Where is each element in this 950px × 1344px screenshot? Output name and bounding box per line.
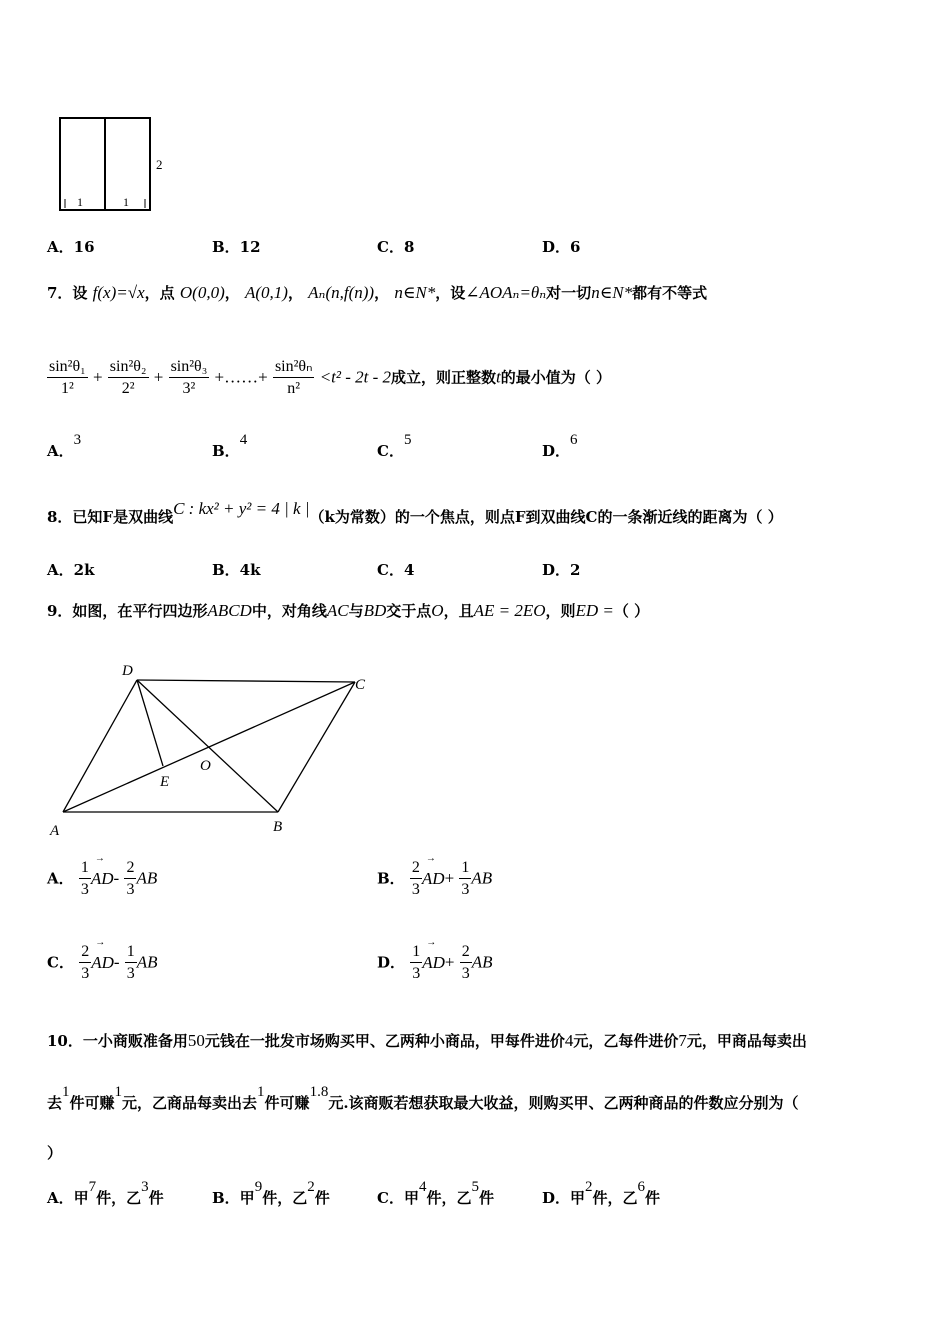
q9-ac: AC xyxy=(326,601,349,620)
q7-point-a: A(0,1) xyxy=(244,283,288,302)
q9-condition: AE = 2EO xyxy=(473,601,546,620)
q8-stem xyxy=(47,499,783,527)
q7-function: f(x)=√x xyxy=(92,283,145,302)
q9-text-end: （ ） xyxy=(613,602,650,620)
q7-option-a: A．3 xyxy=(47,432,82,460)
q9-edge-dc xyxy=(137,680,355,682)
q7-frac-n: $\frac{\text{sin²θₙ}}{\text{n²}}$ xyxy=(274,358,313,397)
q7-point-an: Aₙ(n,f(n)) xyxy=(308,283,375,302)
q8-option-a: A．2k xyxy=(47,561,95,579)
q7-number: 7．设 xyxy=(47,284,88,302)
q7-text-point: ，点 xyxy=(144,284,175,302)
q7-option-d: D．6 xyxy=(542,432,578,460)
q10-option-c: C．甲4件，乙5件 xyxy=(377,1179,494,1207)
q9-label-c: C xyxy=(355,677,366,693)
q7-stem: 7．设 f(x)=√x，点 O(0,0)， A(0,1)， Aₙ(n,f(n))， n∈N*，设∠AOAₙ=θₙ对一切n∈N*都有不等式 xyxy=(47,283,708,302)
q10-line-2: 去1件可赚1元，乙商品每卖出去1件可赚1.8元.该商贩若想获取最大收益，则购买甲、乙两种商品的件数应分别为（ xyxy=(47,1084,799,1112)
q10-line-3: ） xyxy=(47,1144,63,1162)
q9-option-d: D． $\frac{1}{3}$ → AD+ $\frac{2}{3}$ AB xyxy=(377,942,493,985)
q7-option-c: C．5 xyxy=(377,432,412,460)
q6-option-b: B．12 xyxy=(212,238,261,256)
q9-edge-cb xyxy=(278,682,355,812)
q7-ineq-tail2: 的最小值为（ ） xyxy=(500,368,612,387)
q9-label-b: B xyxy=(273,819,283,835)
q9-text-5: ，则 xyxy=(545,602,576,620)
q6-label-height: 2 xyxy=(156,157,163,172)
q7-frac-3: $\frac{\text{sin²θ₃}}{\text{3²}}$ xyxy=(170,358,208,397)
q10-option-a: A．甲7件，乙3件 xyxy=(47,1179,164,1207)
q9-label-e: E xyxy=(160,774,170,790)
q8-option-b: B．4k xyxy=(212,561,261,579)
q10-price-b: 7 xyxy=(678,1031,687,1050)
q10-price-a: 4 xyxy=(564,1031,574,1050)
q9-lead: 9．如图，在平行四边形 xyxy=(47,602,208,620)
q8-option-d: D．2 xyxy=(542,561,581,579)
q7-text-tail: 都有不等式 xyxy=(632,284,708,302)
q7-tvar: t xyxy=(496,367,501,387)
q8-tail: （k为常数）的一个焦点，则点F到双曲线C的一条渐近线的距离为（ ） xyxy=(309,508,783,526)
q9-o: O xyxy=(431,601,444,620)
q9-abcd: ABCD xyxy=(207,601,252,620)
q7-dots: +……+ xyxy=(214,367,268,387)
q7-nset: n∈N* xyxy=(394,283,436,302)
q9-option-c: C． $\frac{2}{3}$ → AD- $\frac{1}{3}$ AB xyxy=(47,942,158,985)
q8-option-c: C．4 xyxy=(377,561,415,579)
q7-ineq-rhs: <t² - 2t - 2 xyxy=(319,367,392,387)
q7-frac-1: $\frac{\text{sin²θ₁}}{\text{1²}}$ xyxy=(49,358,86,397)
q6-label-left: 1 xyxy=(77,195,83,209)
q9-option-b: B． $\frac{2}{3}$ → AD+ $\frac{1}{3}$ AB xyxy=(377,858,492,901)
q9-bd: BD xyxy=(363,601,387,620)
q10-line-1: 10．一小商贩准备用50元钱在一批发市场购买甲、乙两种小商品，甲每件进价4元，乙每件进价7元，甲商品每卖出 xyxy=(47,1031,807,1050)
q7-text-all: 对一切 xyxy=(546,284,592,302)
q9-ed: ED = xyxy=(575,601,614,620)
q9-diagonal-bd xyxy=(137,680,278,812)
q9-edge-ad xyxy=(63,680,137,812)
q7-inequality: $\frac{\text{sin²θ₁}}{\text{1²}}$ + $\frac{\text{sin²θ₂}}{\text{2²}}$ + $\frac{\text{sin²θ₃}}{\text{3²}}$ +……+ $\frac{\text{sin²θₙ}}{\text{n²}}$ <t² - 2t - 2成立，则正整数t的最小值为（ ） xyxy=(47,357,611,400)
q7-frac-2: $\frac{\text{sin²θ₂}}{\text{2²}}$ xyxy=(109,358,147,397)
q10-option-d: D．甲2件，乙6件 xyxy=(542,1179,661,1207)
q6-label-right: 1 xyxy=(123,195,129,209)
q7-ineq-tail: 成立，则正整数 xyxy=(391,368,497,387)
q10-money: 50 xyxy=(187,1031,205,1050)
q7-option-b: B．4 xyxy=(212,432,248,460)
q6-option-a: A．16 xyxy=(47,238,95,256)
q6-figure xyxy=(55,113,175,215)
q7-text-angle: ，设 xyxy=(435,284,466,302)
q7-nset2: n∈N* xyxy=(591,283,633,302)
q9-text-1: 中，对角线 xyxy=(251,602,327,620)
q9-label-d: D xyxy=(122,663,133,679)
q9-stem xyxy=(47,600,649,621)
q8-curve: C : kx² + y² = 4 | k | xyxy=(173,499,310,518)
q9-label-o: O xyxy=(200,758,211,774)
q8-lead: 8．已知F是双曲线 xyxy=(47,508,174,526)
q9-text-4: ，且 xyxy=(443,602,474,620)
q7-point-o: O(0,0) xyxy=(179,283,225,302)
q7-angle: ∠AOAₙ=θₙ xyxy=(465,283,547,302)
q9-figure xyxy=(45,655,385,840)
q10-option-b: B．甲9件，乙2件 xyxy=(212,1179,330,1207)
q6-option-d: D．6 xyxy=(542,238,581,256)
q9-text-2: 与 xyxy=(348,602,364,620)
q6-option-c: C．8 xyxy=(377,238,415,256)
q9-option-a: A． $\frac{1}{3}$ → AD- $\frac{2}{3}$ AB xyxy=(47,858,157,901)
q9-label-a: A xyxy=(50,823,60,839)
q9-text-3: 交于点 xyxy=(386,602,432,620)
